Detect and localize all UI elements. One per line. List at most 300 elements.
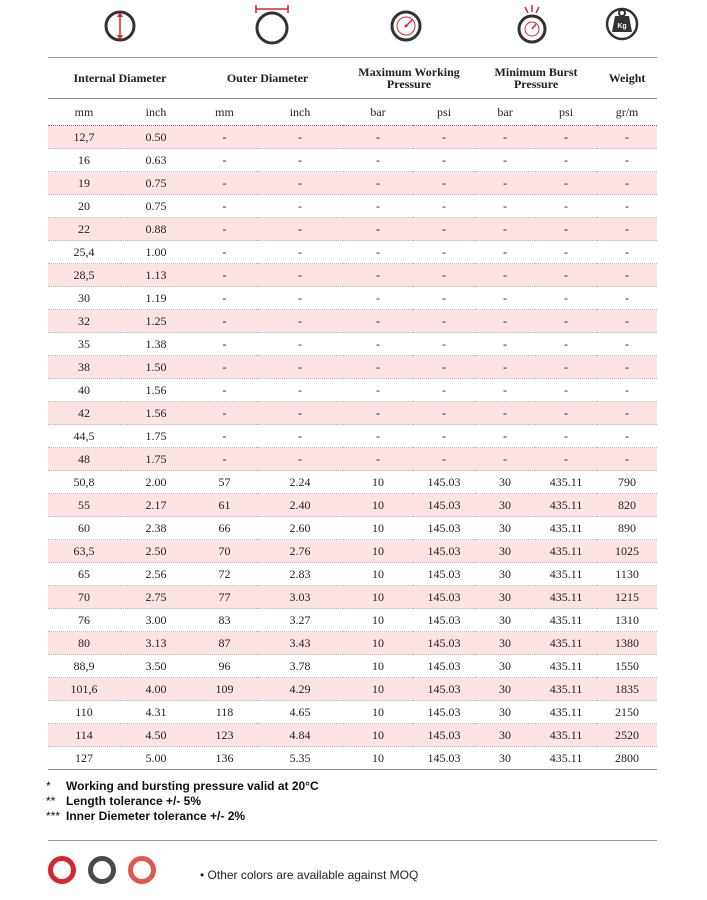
table-cell: 55 xyxy=(48,494,120,517)
table-cell: 1380 xyxy=(597,632,657,655)
table-cell: - xyxy=(413,333,475,356)
table-cell: 1.19 xyxy=(120,287,192,310)
table-cell: 3.13 xyxy=(120,632,192,655)
table-cell: 145.03 xyxy=(413,701,475,724)
table-cell: 1025 xyxy=(597,540,657,563)
table-row xyxy=(48,586,657,609)
table-cell: 1.75 xyxy=(120,448,192,471)
table-cell: 3.43 xyxy=(257,632,343,655)
table-cell: - xyxy=(475,241,535,264)
table-row xyxy=(48,678,657,701)
table-cell: 1.50 xyxy=(120,356,192,379)
table-row xyxy=(48,195,657,218)
table-row xyxy=(48,218,657,241)
table-cell: 10 xyxy=(343,678,413,701)
footnote-mark: ** xyxy=(46,794,56,808)
internal-diameter-header: Internal Diameter xyxy=(48,58,192,99)
spec-table xyxy=(48,57,657,770)
table-cell: 83 xyxy=(192,609,257,632)
table-cell: - xyxy=(475,333,535,356)
table-cell: - xyxy=(597,195,657,218)
table-cell: 10 xyxy=(343,632,413,655)
table-cell: - xyxy=(192,310,257,333)
table-cell: 1.75 xyxy=(120,425,192,448)
table-cell: 145.03 xyxy=(413,632,475,655)
table-cell: 3.00 xyxy=(120,609,192,632)
table-cell: - xyxy=(343,264,413,287)
table-cell: - xyxy=(343,448,413,471)
table-cell: 435.11 xyxy=(535,494,597,517)
table-cell: 30 xyxy=(475,540,535,563)
table-row xyxy=(48,402,657,425)
footnote xyxy=(46,794,319,809)
outer-diameter-header: Outer Diameter xyxy=(192,58,343,99)
table-cell: 16 xyxy=(48,149,120,172)
table-cell: 145.03 xyxy=(413,747,475,770)
table-cell: 2.00 xyxy=(120,471,192,494)
table-cell: 3.03 xyxy=(257,586,343,609)
table-cell: - xyxy=(535,425,597,448)
table-cell: 2150 xyxy=(597,701,657,724)
table-cell: - xyxy=(475,379,535,402)
table-cell: - xyxy=(257,241,343,264)
table-cell: - xyxy=(257,356,343,379)
table-cell: - xyxy=(343,310,413,333)
table-cell: 28,5 xyxy=(48,264,120,287)
table-row xyxy=(48,540,657,563)
table-row xyxy=(48,632,657,655)
table-cell: - xyxy=(475,356,535,379)
table-cell: 1.00 xyxy=(120,241,192,264)
table-cell: - xyxy=(413,172,475,195)
table-cell: - xyxy=(597,356,657,379)
table-cell: 435.11 xyxy=(535,747,597,770)
table-cell: - xyxy=(413,264,475,287)
table-cell: - xyxy=(413,287,475,310)
table-cell: 435.11 xyxy=(535,540,597,563)
table-cell: - xyxy=(535,149,597,172)
table-cell: - xyxy=(413,379,475,402)
table-cell: - xyxy=(535,310,597,333)
table-cell: 435.11 xyxy=(535,471,597,494)
table-cell: 30 xyxy=(475,655,535,678)
table-row xyxy=(48,724,657,747)
table-cell: 123 xyxy=(192,724,257,747)
table-cell: 30 xyxy=(475,747,535,770)
table-cell: - xyxy=(257,218,343,241)
table-cell: - xyxy=(413,310,475,333)
table-cell: - xyxy=(343,149,413,172)
table-cell: - xyxy=(535,195,597,218)
table-cell: - xyxy=(597,448,657,471)
header-icons xyxy=(48,0,657,50)
table-cell: 2.40 xyxy=(257,494,343,517)
table-cell: - xyxy=(475,264,535,287)
table-cell: - xyxy=(413,195,475,218)
table-cell: 30 xyxy=(475,724,535,747)
table-cell: - xyxy=(257,264,343,287)
table-row xyxy=(48,471,657,494)
unit-header: inch xyxy=(120,99,192,126)
table-cell: - xyxy=(535,356,597,379)
table-cell: - xyxy=(475,287,535,310)
footnote xyxy=(46,779,319,794)
table-cell: - xyxy=(192,126,257,149)
table-cell: 145.03 xyxy=(413,471,475,494)
table-cell: 20 xyxy=(48,195,120,218)
weight-icon-label: Kg xyxy=(617,23,627,30)
table-cell: 0.88 xyxy=(120,218,192,241)
table-cell: 80 xyxy=(48,632,120,655)
table-cell: 145.03 xyxy=(413,678,475,701)
table-cell: 435.11 xyxy=(535,701,597,724)
table-cell: 145.03 xyxy=(413,517,475,540)
table-cell: 30 xyxy=(475,701,535,724)
table-cell: 4.31 xyxy=(120,701,192,724)
table-cell: 127 xyxy=(48,747,120,770)
table-cell: - xyxy=(413,448,475,471)
table-cell: 110 xyxy=(48,701,120,724)
table-cell: - xyxy=(343,172,413,195)
table-cell: - xyxy=(343,333,413,356)
table-cell: - xyxy=(192,172,257,195)
table-cell: - xyxy=(475,402,535,425)
table-cell: - xyxy=(192,218,257,241)
table-cell: 145.03 xyxy=(413,586,475,609)
column-group-header-row xyxy=(48,58,657,99)
table-cell: 10 xyxy=(343,471,413,494)
table-cell: 114 xyxy=(48,724,120,747)
table-body xyxy=(48,126,657,770)
table-cell: 2.60 xyxy=(257,517,343,540)
table-cell: 60 xyxy=(48,517,120,540)
table-cell: 145.03 xyxy=(413,494,475,517)
table-cell: - xyxy=(343,402,413,425)
table-cell: 1.56 xyxy=(120,379,192,402)
table-cell: - xyxy=(475,149,535,172)
table-cell: - xyxy=(192,448,257,471)
table-cell: - xyxy=(413,425,475,448)
table-cell: 435.11 xyxy=(535,586,597,609)
table-cell: - xyxy=(597,218,657,241)
unit-header: psi xyxy=(535,99,597,126)
table-cell: 2800 xyxy=(597,747,657,770)
table-row xyxy=(48,517,657,540)
table-cell: 2.50 xyxy=(120,540,192,563)
table-row xyxy=(48,264,657,287)
table-cell: - xyxy=(343,218,413,241)
table-cell: 101,6 xyxy=(48,678,120,701)
table-cell: - xyxy=(343,356,413,379)
table-cell: - xyxy=(257,379,343,402)
table-cell: - xyxy=(257,425,343,448)
footnote-mark: * xyxy=(46,779,51,793)
table-cell: 2.38 xyxy=(120,517,192,540)
table-cell: - xyxy=(192,425,257,448)
table-cell: 2.17 xyxy=(120,494,192,517)
table-cell: - xyxy=(192,149,257,172)
table-row xyxy=(48,563,657,586)
table-cell: 118 xyxy=(192,701,257,724)
table-cell: 30 xyxy=(48,287,120,310)
table-cell: 12,7 xyxy=(48,126,120,149)
table-cell: 0.63 xyxy=(120,149,192,172)
table-cell: - xyxy=(597,241,657,264)
table-cell: 30 xyxy=(475,586,535,609)
table-cell: - xyxy=(343,195,413,218)
color-swatch-light-red xyxy=(128,856,156,884)
table-cell: - xyxy=(343,425,413,448)
footnote-text: Inner Diemeter tolerance +/- 2% xyxy=(66,809,246,823)
table-cell: - xyxy=(475,425,535,448)
footnote-text: Length tolerance +/- 5% xyxy=(66,794,202,808)
burst-pressure-gauge-icon xyxy=(514,4,550,48)
table-cell: - xyxy=(413,356,475,379)
min-burst-pressure-header: Minimum Burst Pressure xyxy=(475,58,597,99)
table-cell: 38 xyxy=(48,356,120,379)
table-cell: 35 xyxy=(48,333,120,356)
table-row xyxy=(48,356,657,379)
weight-kg-icon xyxy=(604,4,640,48)
table-cell: - xyxy=(413,218,475,241)
table-cell: 25,4 xyxy=(48,241,120,264)
table-row xyxy=(48,287,657,310)
color-swatch-gray xyxy=(88,856,116,884)
table-cell: - xyxy=(597,264,657,287)
table-cell: 1835 xyxy=(597,678,657,701)
table-cell: 66 xyxy=(192,517,257,540)
table-row xyxy=(48,425,657,448)
table-cell: 435.11 xyxy=(535,609,597,632)
table-cell: 70 xyxy=(48,586,120,609)
table-cell: 61 xyxy=(192,494,257,517)
table-row xyxy=(48,655,657,678)
table-cell: - xyxy=(535,448,597,471)
table-cell: 10 xyxy=(343,517,413,540)
table-cell: - xyxy=(257,448,343,471)
table-cell: 87 xyxy=(192,632,257,655)
table-cell: 1.56 xyxy=(120,402,192,425)
table-cell: 10 xyxy=(343,540,413,563)
table-cell: 30 xyxy=(475,471,535,494)
table-cell: 96 xyxy=(192,655,257,678)
table-cell: 19 xyxy=(48,172,120,195)
table-cell: - xyxy=(475,126,535,149)
table-cell: - xyxy=(192,195,257,218)
table-cell: 2.24 xyxy=(257,471,343,494)
table-cell: - xyxy=(413,402,475,425)
table-cell: 2520 xyxy=(597,724,657,747)
table-cell: 10 xyxy=(343,494,413,517)
divider xyxy=(48,840,657,841)
table-cell: 30 xyxy=(475,494,535,517)
table-cell: 3.27 xyxy=(257,609,343,632)
table-cell: 435.11 xyxy=(535,724,597,747)
table-cell: 2.56 xyxy=(120,563,192,586)
table-cell: - xyxy=(597,425,657,448)
table-cell: 30 xyxy=(475,563,535,586)
table-cell: 42 xyxy=(48,402,120,425)
table-row xyxy=(48,609,657,632)
table-cell: 3.78 xyxy=(257,655,343,678)
table-cell: 435.11 xyxy=(535,632,597,655)
table-cell: - xyxy=(192,241,257,264)
table-row xyxy=(48,448,657,471)
table-cell: 1.38 xyxy=(120,333,192,356)
table-cell: 790 xyxy=(597,471,657,494)
table-row xyxy=(48,310,657,333)
table-cell: - xyxy=(535,333,597,356)
table-cell: 4.65 xyxy=(257,701,343,724)
table-cell: - xyxy=(257,287,343,310)
table-cell: - xyxy=(597,310,657,333)
table-cell: - xyxy=(343,241,413,264)
table-cell: - xyxy=(257,195,343,218)
table-cell: - xyxy=(343,287,413,310)
table-cell: 145.03 xyxy=(413,563,475,586)
table-cell: 1.13 xyxy=(120,264,192,287)
table-cell: - xyxy=(413,241,475,264)
table-cell: 10 xyxy=(343,655,413,678)
table-cell: - xyxy=(343,379,413,402)
table-cell: - xyxy=(192,333,257,356)
colors-note: • Other colors are available against MOQ xyxy=(200,868,419,882)
table-cell: - xyxy=(257,126,343,149)
table-cell: 10 xyxy=(343,747,413,770)
table-cell: 1310 xyxy=(597,609,657,632)
table-cell: 890 xyxy=(597,517,657,540)
table-cell: 10 xyxy=(343,701,413,724)
table-cell: 57 xyxy=(192,471,257,494)
table-cell: - xyxy=(475,195,535,218)
table-cell: - xyxy=(597,287,657,310)
table-cell: - xyxy=(257,172,343,195)
table-cell: - xyxy=(535,241,597,264)
table-cell: - xyxy=(535,379,597,402)
table-cell: 109 xyxy=(192,678,257,701)
table-row xyxy=(48,149,657,172)
table-cell: 10 xyxy=(343,609,413,632)
table-cell: 77 xyxy=(192,586,257,609)
table-cell: 435.11 xyxy=(535,517,597,540)
footnote xyxy=(46,809,319,824)
table-cell: - xyxy=(413,126,475,149)
table-row xyxy=(48,701,657,724)
footnote-text: Working and bursting pressure valid at 20°C xyxy=(66,779,319,793)
table-cell: 4.84 xyxy=(257,724,343,747)
table-cell: 1130 xyxy=(597,563,657,586)
table-row xyxy=(48,126,657,149)
table-cell: 30 xyxy=(475,517,535,540)
table-cell: 88,9 xyxy=(48,655,120,678)
table-cell: - xyxy=(192,264,257,287)
table-cell: 70 xyxy=(192,540,257,563)
table-row xyxy=(48,241,657,264)
table-cell: - xyxy=(597,379,657,402)
table-row xyxy=(48,494,657,517)
outer-diameter-icon xyxy=(252,4,292,48)
unit-header-row xyxy=(48,99,657,126)
table-cell: - xyxy=(597,172,657,195)
table-cell: 145.03 xyxy=(413,724,475,747)
unit-header: gr/m xyxy=(597,99,657,126)
table-row xyxy=(48,172,657,195)
table-cell: - xyxy=(535,126,597,149)
footnote-mark: *** xyxy=(46,809,61,823)
table-cell: 65 xyxy=(48,563,120,586)
table-cell: - xyxy=(475,310,535,333)
table-cell: - xyxy=(535,402,597,425)
unit-header: bar xyxy=(343,99,413,126)
table-cell: 4.00 xyxy=(120,678,192,701)
table-cell: 76 xyxy=(48,609,120,632)
table-cell: 1215 xyxy=(597,586,657,609)
unit-header: mm xyxy=(192,99,257,126)
table-cell: 1550 xyxy=(597,655,657,678)
table-cell: 435.11 xyxy=(535,655,597,678)
table-cell: 30 xyxy=(475,678,535,701)
table-cell: 22 xyxy=(48,218,120,241)
table-row xyxy=(48,747,657,770)
table-cell: 435.11 xyxy=(535,563,597,586)
table-cell: 10 xyxy=(343,563,413,586)
inner-diameter-icon xyxy=(102,4,138,48)
table-row xyxy=(48,379,657,402)
table-cell: 2.75 xyxy=(120,586,192,609)
table-cell: - xyxy=(192,356,257,379)
pressure-gauge-icon xyxy=(388,4,424,48)
table-cell: - xyxy=(475,448,535,471)
unit-header: bar xyxy=(475,99,535,126)
table-cell: 5.00 xyxy=(120,747,192,770)
table-cell: - xyxy=(343,126,413,149)
table-cell: - xyxy=(535,264,597,287)
table-cell: 2.76 xyxy=(257,540,343,563)
table-cell: 10 xyxy=(343,724,413,747)
table-cell: - xyxy=(535,172,597,195)
table-cell: 40 xyxy=(48,379,120,402)
table-row xyxy=(48,333,657,356)
unit-header: inch xyxy=(257,99,343,126)
table-cell: - xyxy=(192,287,257,310)
table-cell: 48 xyxy=(48,448,120,471)
table-cell: 1.25 xyxy=(120,310,192,333)
table-cell: 32 xyxy=(48,310,120,333)
table-cell: 820 xyxy=(597,494,657,517)
table-cell: - xyxy=(413,149,475,172)
table-cell: 5.35 xyxy=(257,747,343,770)
table-cell: 0.50 xyxy=(120,126,192,149)
unit-header: psi xyxy=(413,99,475,126)
table-cell: 145.03 xyxy=(413,540,475,563)
table-cell: - xyxy=(257,402,343,425)
table-cell: 136 xyxy=(192,747,257,770)
table-cell: 30 xyxy=(475,632,535,655)
table-cell: 30 xyxy=(475,609,535,632)
max-working-pressure-header: Maximum Working Pressure xyxy=(343,58,475,99)
table-cell: 145.03 xyxy=(413,655,475,678)
table-cell: - xyxy=(475,172,535,195)
table-cell: - xyxy=(475,218,535,241)
table-cell: 145.03 xyxy=(413,609,475,632)
color-swatch-red xyxy=(48,856,76,884)
table-cell: 435.11 xyxy=(535,678,597,701)
table-cell: 3.50 xyxy=(120,655,192,678)
table-cell: - xyxy=(535,287,597,310)
unit-header: mm xyxy=(48,99,120,126)
table-cell: 0.75 xyxy=(120,172,192,195)
table-cell: 4.50 xyxy=(120,724,192,747)
